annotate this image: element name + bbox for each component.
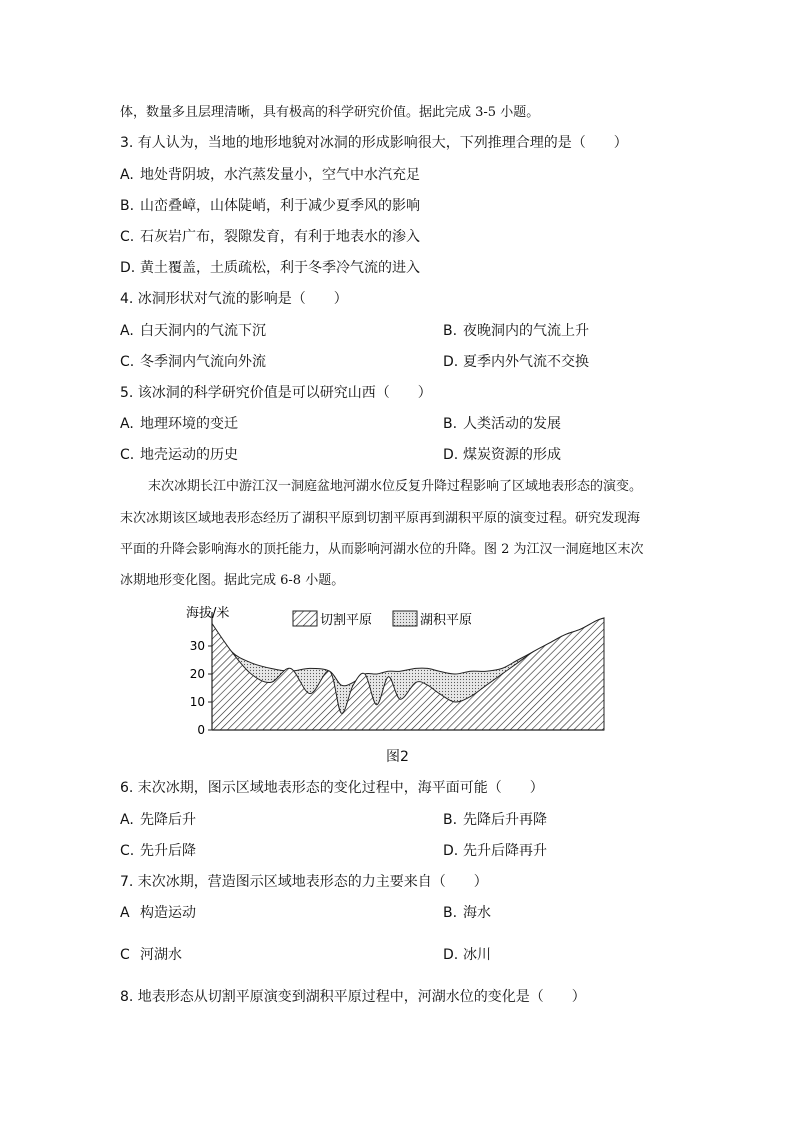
- option-text: 先升后降: [140, 843, 196, 859]
- option-text: 石灰岩广布，裂隙发育，有利于地表水的渗入: [140, 229, 420, 245]
- option-text: 先升后降再升: [463, 843, 547, 859]
- option-letter: D.: [443, 947, 459, 963]
- option-text: 先降后升再降: [463, 812, 547, 828]
- option-letter: B.: [443, 416, 458, 432]
- y-axis-label: 海拔/米: [186, 606, 230, 621]
- option-letter: A.: [120, 812, 134, 828]
- q7-option-d[interactable]: [443, 946, 491, 964]
- q5-option-b[interactable]: [443, 415, 561, 433]
- option-text: 煤炭资源的形成: [463, 447, 561, 463]
- option-text: 白天洞内的气流下沉: [140, 323, 266, 339]
- option-letter: D.: [120, 260, 136, 276]
- option-letter: A.: [120, 416, 134, 432]
- passage-line-1: 末次冰期长江中游江汉一洞庭盆地河湖水位反复升降过程影响了区域地表形态的演变。: [148, 479, 643, 494]
- question-8-stem: 8. 地表形态从切割平原演变到湖积平原过程中，河湖水位的变化是（ ）: [120, 989, 586, 1005]
- option-letter: D.: [443, 447, 459, 463]
- passage-line-3: 平面的升降会影响海水的顶托能力，从而影响河湖水位的升降。图 2 为江汉一洞庭地区末次: [120, 542, 644, 557]
- legend-swatch-lake-plain: [393, 611, 417, 626]
- option-letter: B.: [120, 198, 135, 214]
- legend-label-cut-plain: 切割平原: [320, 613, 373, 628]
- option-letter: A.: [120, 167, 134, 183]
- legend-swatch-cut-plain: [293, 611, 317, 626]
- chart-legend: [293, 611, 472, 628]
- passage-line-4: 冰期地形变化图。据此完成 6-8 小题。: [120, 573, 345, 588]
- q3-option-b[interactable]: [120, 197, 420, 215]
- question-6-stem: 6. 末次冰期，图示区域地表形态的变化过程中，海平面可能（ ）: [120, 780, 544, 796]
- passage-line-2: 末次冰期该区域地表形态经历了湖积平原到切割平原再到湖积平原的演变过程。研究发现海: [120, 511, 641, 526]
- y-tick-label: 0: [197, 723, 205, 737]
- y-tick-label: 30: [189, 639, 205, 653]
- terrain-profile-chart: [180, 600, 620, 742]
- option-text: 冰川: [463, 947, 491, 963]
- q5-option-a[interactable]: [120, 415, 238, 433]
- option-text: 黄土覆盖，土质疏松，利于冬季冷气流的进入: [140, 260, 420, 276]
- option-text: 夏季内外气流不交换: [463, 354, 589, 370]
- option-text: 海水: [463, 905, 491, 921]
- y-tick-label: 20: [189, 667, 205, 681]
- option-text: 先降后升: [140, 812, 196, 828]
- q7-option-c[interactable]: [120, 946, 182, 964]
- question-7-stem: 7. 末次冰期，营造图示区域地表形态的力主要来自（ ）: [120, 874, 488, 890]
- question-5-stem: 5. 该冰洞的科学研究价值是可以研究山西（ ）: [120, 385, 432, 401]
- option-letter: A.: [120, 323, 134, 339]
- option-letter: B.: [443, 323, 458, 339]
- intro-tail: 体，数量多且层理清晰，具有极高的科学研究价值。据此完成 3-5 小题。: [120, 105, 540, 120]
- figure-caption: 图2: [386, 749, 409, 765]
- question-4-stem: 4. 冰洞形状对气流的影响是（ ）: [120, 291, 348, 307]
- option-text: 地理环境的变迁: [140, 416, 238, 432]
- option-text: 构造运动: [140, 905, 196, 921]
- q7-option-b[interactable]: [443, 904, 491, 922]
- option-letter: A: [120, 905, 130, 921]
- option-letter: C.: [120, 843, 135, 859]
- q4-option-d[interactable]: [443, 353, 589, 371]
- option-letter: B.: [443, 812, 458, 828]
- option-letter: C.: [120, 354, 135, 370]
- q5-option-d[interactable]: [443, 446, 561, 464]
- q5-option-c[interactable]: [120, 446, 238, 464]
- option-text: 地处背阴坡，水汽蒸发量小，空气中水汽充足: [140, 167, 420, 183]
- question-3-stem: 3. 有人认为，当地的地形地貌对冰洞的形成影响很大，下列推理合理的是（ ）: [120, 135, 628, 151]
- option-letter: B.: [443, 905, 458, 921]
- q6-option-a[interactable]: [120, 811, 196, 829]
- q3-option-a[interactable]: [120, 166, 420, 184]
- q4-option-a[interactable]: [120, 322, 266, 340]
- option-text: 夜晚洞内的气流上升: [463, 323, 589, 339]
- option-text: 地壳运动的历史: [140, 447, 238, 463]
- option-text: 人类活动的发展: [463, 416, 561, 432]
- q4-option-c[interactable]: [120, 353, 266, 371]
- option-text: 冬季洞内气流向外流: [140, 354, 266, 370]
- option-text: 山峦叠嶂，山体陡峭，利于减少夏季风的影响: [140, 198, 420, 214]
- q6-option-b[interactable]: [443, 811, 547, 829]
- q3-option-d[interactable]: [120, 259, 420, 277]
- option-letter: C.: [120, 447, 135, 463]
- q6-option-c[interactable]: [120, 842, 196, 860]
- option-letter: C.: [120, 229, 135, 245]
- option-letter: D.: [443, 354, 459, 370]
- option-letter: C: [120, 947, 130, 963]
- q3-option-c[interactable]: [120, 228, 420, 246]
- q6-option-d[interactable]: [443, 842, 547, 860]
- legend-label-lake-plain: 湖积平原: [420, 613, 473, 628]
- q4-option-b[interactable]: [443, 322, 589, 340]
- option-text: 河湖水: [140, 947, 182, 963]
- q7-option-a[interactable]: [120, 904, 196, 922]
- y-tick-label: 10: [189, 695, 205, 709]
- option-letter: D.: [443, 843, 459, 859]
